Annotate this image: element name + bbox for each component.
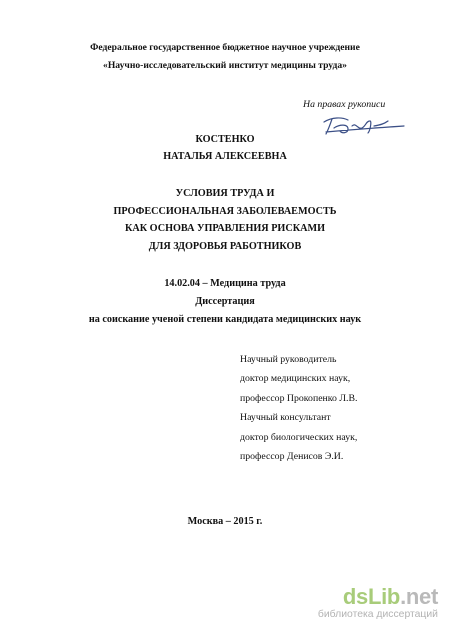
watermark-logo-tld: .net (400, 584, 438, 609)
title-line-3: КАК ОСНОВА УПРАВЛЕНИЯ РИСКАМИ (125, 223, 325, 234)
author-surname: КОСТЕНКО (195, 134, 255, 145)
supervisor-line: профессор Денисов Э.И. (240, 450, 344, 462)
dslib-watermark[interactable] (317, 584, 442, 626)
watermark-logo-main: dsLib (342, 584, 401, 609)
manuscript-note: На правах рукописи (303, 99, 386, 110)
title-line-4: ДЛЯ ЗДОРОВЬЯ РАБОТНИКОВ (148, 241, 302, 252)
supervisor-line: доктор медицинских наук, (240, 373, 351, 385)
watermark-subtitle: библиотека диссертаций (317, 609, 438, 620)
watermark-logo (343, 584, 438, 610)
author-given-names: НАТАЛЬЯ АЛЕКСЕЕВНА (163, 151, 287, 162)
supervisor-line: профессор Прокопенко Л.В. (240, 392, 358, 404)
supervisors-block (240, 350, 357, 466)
title-line-2: ПРОФЕССИОНАЛЬНАЯ ЗАБОЛЕВАЕМОСТЬ (113, 206, 337, 217)
work-type: Диссертация (195, 296, 255, 307)
supervisor-line: Научный консультант (240, 412, 331, 424)
title-line-1: УСЛОВИЯ ТРУДА И (175, 188, 275, 199)
place-year: Москва – 2015 г. (187, 516, 263, 527)
specialty: 14.02.04 – Медицина труда (164, 278, 286, 289)
institution-line-1: Федеральное государственное бюджетное научное учреждение (90, 42, 360, 53)
supervisor-line: доктор биологических наук, (240, 431, 358, 443)
supervisor-line: Научный руководитель (240, 354, 337, 365)
degree: на соискание ученой степени кандидата медицинских наук (88, 314, 362, 325)
institution-line-2: «Научно-исследовательский институт медицины труда» (103, 60, 347, 71)
